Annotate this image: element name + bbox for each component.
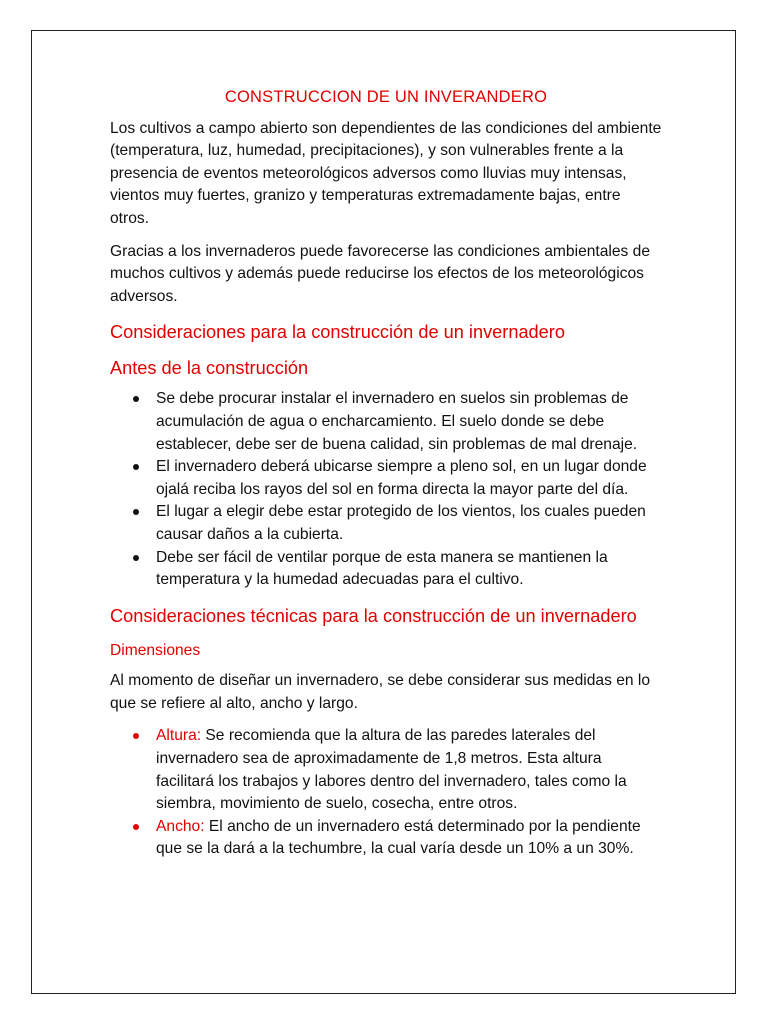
sub-heading-before-construction: Antes de la construcción bbox=[110, 358, 309, 379]
before-construction-list bbox=[110, 388, 662, 591]
section-heading-considerations: Consideraciones para la construcción de un invernadero bbox=[110, 322, 565, 343]
list-item: Se debe procurar instalar el invernadero en suelos sin problemas de acumulación de agua o encharcamiento. El suelo donde se debe establecer, debe ser de buena calidad, sin problemas de mal drenaje. bbox=[110, 388, 662, 456]
list-item: El invernadero deberá ubicarse siempre a pleno sol, en un lugar donde ojalá reciba los rayos del sol en forma directa la mayor parte del día. bbox=[110, 456, 662, 501]
list-item: El lugar a elegir debe estar protegido de los vientos, los cuales pueden causar daños a la cubierta. bbox=[110, 501, 662, 546]
dimensions-intro: Al momento de diseñar un invernadero, se debe considerar sus medidas en lo que se refiere al alto, ancho y largo. bbox=[110, 672, 651, 712]
list-item bbox=[110, 816, 662, 861]
dimension-text-altura: Se recomienda que la altura de las paredes laterales del invernadero sea de aproximadamente de 1,8 metros. Esta altura facilitará los trabajos y labores dentro del invernadero, tales como la siembra, movimiento de suelo, cosecha, entre otros. bbox=[156, 727, 627, 813]
document-title: CONSTRUCCION DE UN INVERANDERO bbox=[224, 88, 548, 106]
list-item bbox=[110, 725, 662, 815]
list-item: Debe ser fácil de ventilar porque de esta manera se mantienen la temperatura y la humedad adecuadas para el cultivo. bbox=[110, 547, 662, 592]
dimensions-list bbox=[110, 725, 662, 861]
document-body bbox=[110, 86, 662, 871]
dimension-label-altura: Altura: bbox=[156, 727, 202, 745]
dimensions-heading: Dimensiones bbox=[110, 641, 201, 659]
intro-paragraph-1: Los cultivos a campo abierto son dependientes de las condiciones del ambiente (temperatura, luz, humedad, precipitaciones), y son vulnerables frente a la presencia de eventos meteorológicos adversos como lluvias muy intensas, vientos muy fuertes, granizo y temperaturas extremadamente bajas, entre otros. bbox=[110, 119, 662, 227]
section-heading-technical: Consideraciones técnicas para la construcción de un invernadero bbox=[110, 605, 637, 626]
dimension-text-ancho: El ancho de un invernadero está determinado por la pendiente que se la dará a la techumbre, la cual varía desde un 10% a un 30%. bbox=[156, 817, 641, 858]
intro-paragraph-2: Gracias a los invernaderos puede favorecerse las condiciones ambientales de muchos cultivos y además puede reducirse los efectos de los meteorológicos adversos. bbox=[110, 242, 651, 305]
dimension-label-ancho: Ancho: bbox=[156, 817, 205, 835]
